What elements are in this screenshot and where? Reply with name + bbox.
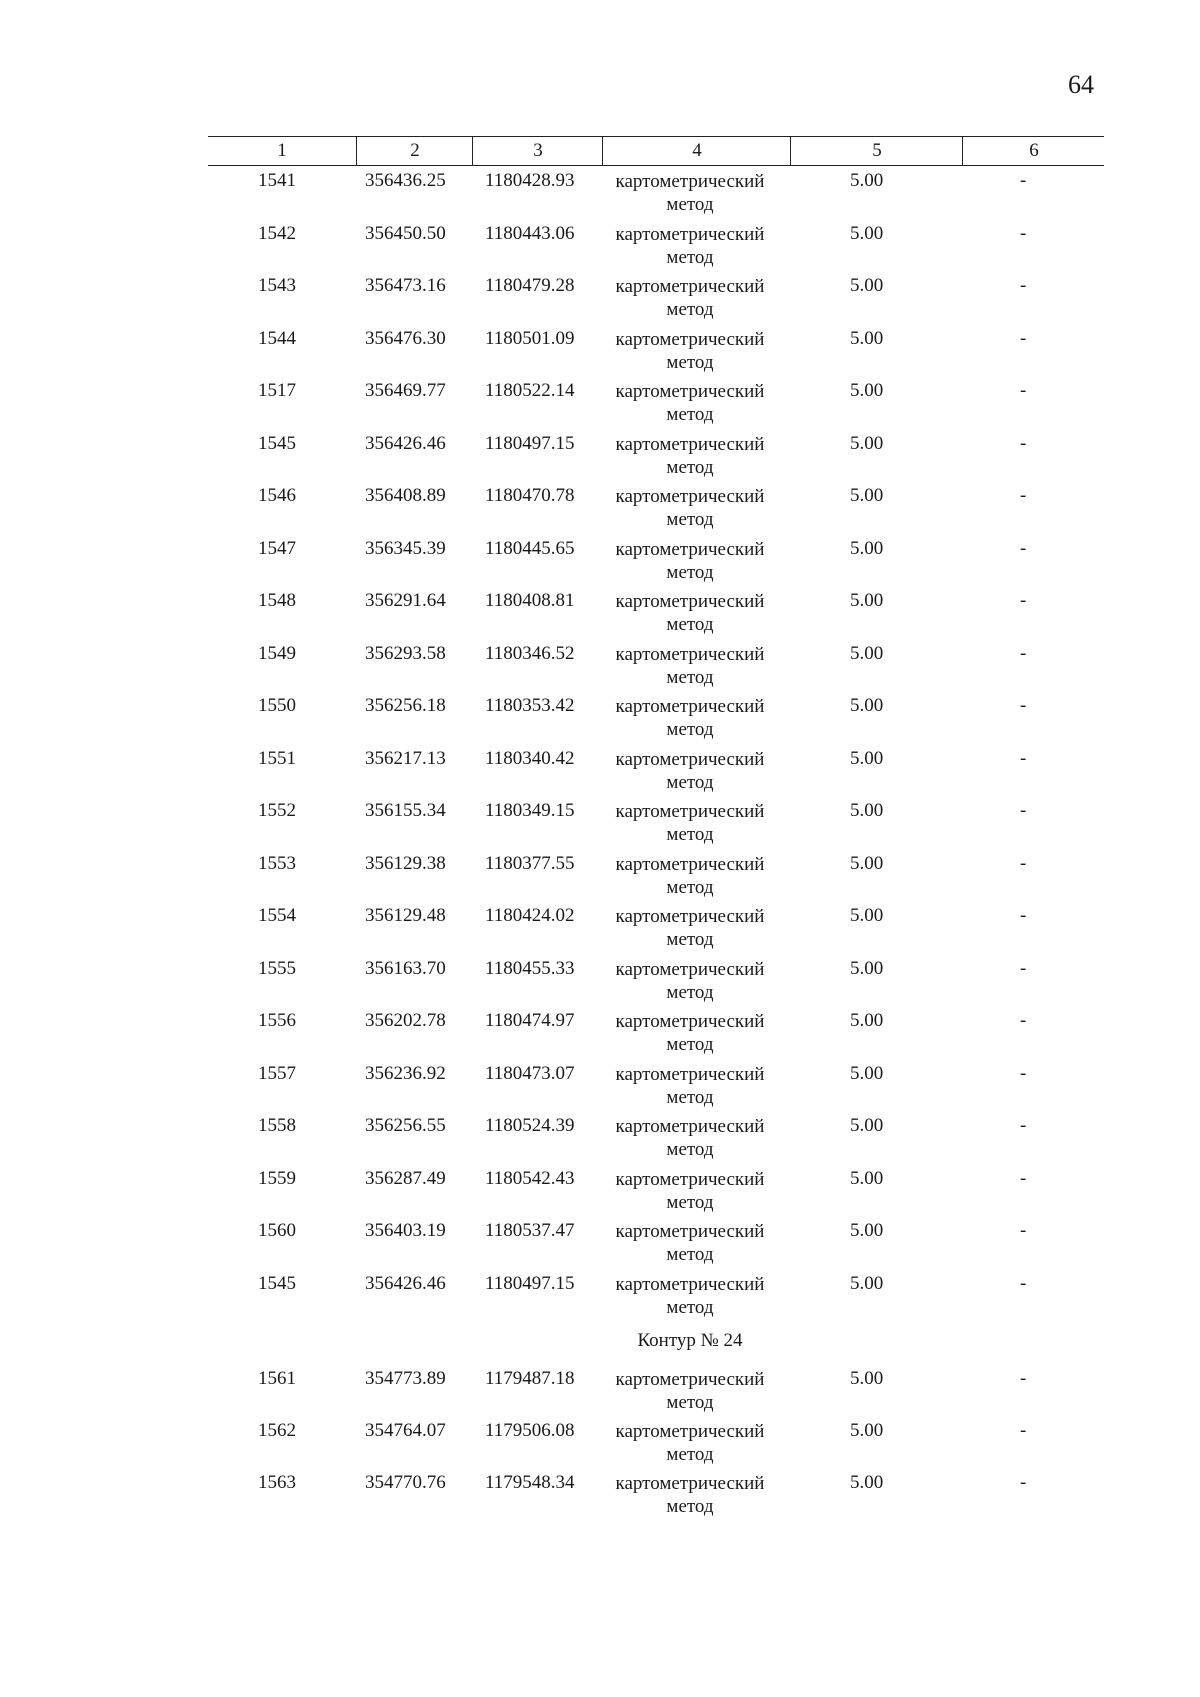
cell-c4: картометрический метод [615,801,765,845]
cell-c4: картометрический метод [615,644,765,688]
cell-c2: 356345.39 [365,538,446,559]
cell-c5: 5.00 [850,1273,884,1294]
cell-c1: 1543 [258,275,296,296]
cell-c5: 5.00 [850,800,884,821]
cell-c5: 5.00 [850,170,884,191]
cell-c6: - [1020,695,1027,716]
cell-c6: - [1020,1220,1027,1241]
table-row [0,1368,1200,1420]
cell-c3: 1180424.02 [485,905,575,926]
cell-c6: - [1020,275,1027,296]
table-row [0,695,1200,747]
cell-c1: 1554 [258,905,296,926]
column-header: 6 [962,137,1105,165]
cell-c3: 1180346.52 [485,643,575,664]
cell-c5: 5.00 [850,1063,884,1084]
cell-c4: картометрический метод [615,906,765,950]
cell-c6: - [1020,853,1027,874]
cell-c2: 356476.30 [365,328,446,349]
section-title: Контур № 24 [637,1330,743,1351]
cell-c4: картометрический метод [615,1064,765,1108]
cell-c1: 1517 [258,380,296,401]
cell-c5: 5.00 [850,380,884,401]
table-row [0,643,1200,695]
cell-c2: 356256.55 [365,1115,446,1136]
cell-c3: 1180340.42 [485,748,575,769]
table-row [0,800,1200,852]
cell-c2: 356403.19 [365,1220,446,1241]
cell-c1: 1559 [258,1168,296,1189]
cell-c2: 356217.13 [365,748,446,769]
cell-c5: 5.00 [850,1168,884,1189]
cell-c2: 356473.16 [365,275,446,296]
cell-c2: 356155.34 [365,800,446,821]
cell-c6: - [1020,905,1027,926]
cell-c3: 1180443.06 [485,223,575,244]
cell-c3: 1180408.81 [485,590,575,611]
cell-c5: 5.00 [850,695,884,716]
table-row [0,958,1200,1010]
table-row [0,380,1200,432]
cell-c4: картометрический метод [615,381,765,425]
cell-c6: - [1020,958,1027,979]
cell-c2: 356202.78 [365,1010,446,1031]
cell-c4: картометрический метод [615,1011,765,1055]
cell-c1: 1558 [258,1115,296,1136]
cell-c2: 356287.49 [365,1168,446,1189]
cell-c4: картометрический метод [615,434,765,478]
cell-c2: 356129.48 [365,905,446,926]
cell-c2: 356291.64 [365,590,446,611]
cell-c1: 1562 [258,1420,296,1441]
table-row [0,1420,1200,1472]
cell-c5: 5.00 [850,905,884,926]
cell-c3: 1179506.08 [485,1420,575,1441]
cell-c2: 356129.38 [365,853,446,874]
table-row [0,433,1200,485]
column-header: 5 [790,137,963,165]
cell-c4: картометрический метод [615,1473,765,1517]
cell-c4: картометрический метод [615,539,765,583]
cell-c6: - [1020,538,1027,559]
cell-c4: картометрический метод [615,171,765,215]
cell-c3: 1180445.65 [485,538,575,559]
cell-c3: 1180377.55 [485,853,575,874]
cell-c5: 5.00 [850,275,884,296]
cell-c1: 1545 [258,1273,296,1294]
cell-c6: - [1020,1472,1027,1493]
table-row [0,1220,1200,1272]
cell-c3: 1180497.15 [485,433,575,454]
cell-c2: 356256.18 [365,695,446,716]
cell-c3: 1180349.15 [485,800,575,821]
cell-c5: 5.00 [850,590,884,611]
cell-c3: 1180474.97 [485,1010,575,1031]
column-header: 4 [602,137,791,165]
table-row [0,1168,1200,1220]
cell-c4: картометрический метод [615,591,765,635]
cell-c4: картометрический метод [615,224,765,268]
cell-c2: 356426.46 [365,433,446,454]
cell-c1: 1551 [258,748,296,769]
cell-c3: 1179548.34 [485,1472,575,1493]
cell-c6: - [1020,1168,1027,1189]
cell-c1: 1550 [258,695,296,716]
cell-c3: 1180479.28 [485,275,575,296]
cell-c6: - [1020,1010,1027,1031]
cell-c3: 1180542.43 [485,1168,575,1189]
cell-c5: 5.00 [850,1368,884,1389]
table-row [0,905,1200,957]
cell-c4: картометрический метод [615,276,765,320]
cell-c6: - [1020,1273,1027,1294]
cell-c1: 1542 [258,223,296,244]
cell-c6: - [1020,170,1027,191]
cell-c6: - [1020,1063,1027,1084]
cell-c6: - [1020,643,1027,664]
cell-c1: 1549 [258,643,296,664]
page-number: 64 [1068,70,1094,99]
cell-c1: 1547 [258,538,296,559]
cell-c2: 354770.76 [365,1472,446,1493]
cell-c6: - [1020,485,1027,506]
table-row [0,853,1200,905]
cell-c1: 1560 [258,1220,296,1241]
cell-c4: картометрический метод [615,486,765,530]
cell-c1: 1545 [258,433,296,454]
cell-c5: 5.00 [850,748,884,769]
cell-c2: 356426.46 [365,1273,446,1294]
cell-c1: 1557 [258,1063,296,1084]
cell-c2: 356408.89 [365,485,446,506]
table-header [208,136,1104,166]
cell-c4: картометрический метод [615,1221,765,1265]
column-header: 1 [277,140,287,161]
cell-c1: 1561 [258,1368,296,1389]
cell-c5: 5.00 [850,223,884,244]
cell-c5: 5.00 [850,1010,884,1031]
cell-c5: 5.00 [850,1220,884,1241]
cell-c6: - [1020,1368,1027,1389]
cell-c2: 354773.89 [365,1368,446,1389]
cell-c6: - [1020,223,1027,244]
cell-c4: картометрический метод [615,959,765,1003]
cell-c2: 354764.07 [365,1420,446,1441]
cell-c2: 356163.70 [365,958,446,979]
cell-c5: 5.00 [850,1420,884,1441]
table-row [0,328,1200,380]
cell-c4: картометрический метод [615,854,765,898]
cell-c4: картометрический метод [615,1369,765,1413]
cell-c6: - [1020,380,1027,401]
cell-c3: 1180428.93 [485,170,575,191]
cell-c5: 5.00 [850,1115,884,1136]
table-row [0,1115,1200,1167]
cell-c3: 1180470.78 [485,485,575,506]
cell-c3: 1180524.39 [485,1115,575,1136]
cell-c3: 1180473.07 [485,1063,575,1084]
cell-c1: 1563 [258,1472,296,1493]
cell-c4: картометрический метод [615,329,765,373]
cell-c6: - [1020,590,1027,611]
cell-c3: 1180501.09 [485,328,575,349]
cell-c4: картометрический метод [615,1169,765,1213]
cell-c5: 5.00 [850,958,884,979]
cell-c6: - [1020,1115,1027,1136]
cell-c6: - [1020,328,1027,349]
cell-c2: 356450.50 [365,223,446,244]
table-row [0,748,1200,800]
cell-c3: 1180537.47 [485,1220,575,1241]
cell-c5: 5.00 [850,1472,884,1493]
cell-c1: 1553 [258,853,296,874]
cell-c5: 5.00 [850,853,884,874]
cell-c5: 5.00 [850,328,884,349]
cell-c5: 5.00 [850,643,884,664]
cell-c1: 1544 [258,328,296,349]
table-row [0,1472,1200,1524]
cell-c6: - [1020,433,1027,454]
cell-c5: 5.00 [850,433,884,454]
cell-c1: 1555 [258,958,296,979]
cell-c6: - [1020,800,1027,821]
cell-c5: 5.00 [850,538,884,559]
cell-c3: 1180353.42 [485,695,575,716]
cell-c2: 356469.77 [365,380,446,401]
cell-c6: - [1020,1420,1027,1441]
cell-c4: картометрический метод [615,696,765,740]
table-row [0,590,1200,642]
table-row [0,170,1200,222]
cell-c1: 1548 [258,590,296,611]
cell-c4: картометрический метод [615,1274,765,1318]
column-header: 3 [472,137,603,165]
cell-c6: - [1020,748,1027,769]
cell-c2: 356436.25 [365,170,446,191]
cell-c1: 1546 [258,485,296,506]
table-row [0,275,1200,327]
cell-c3: 1180455.33 [485,958,575,979]
table-row [0,1273,1200,1325]
table-row [0,1010,1200,1062]
cell-c3: 1179487.18 [485,1368,575,1389]
cell-c3: 1180522.14 [485,380,575,401]
cell-c4: картометрический метод [615,749,765,793]
cell-c4: картометрический метод [615,1116,765,1160]
table-row [0,1063,1200,1115]
cell-c1: 1552 [258,800,296,821]
cell-c3: 1180497.15 [485,1273,575,1294]
cell-c2: 356236.92 [365,1063,446,1084]
table-row [0,485,1200,537]
column-header: 2 [356,137,473,165]
table-row [0,538,1200,590]
cell-c4: картометрический метод [615,1421,765,1465]
table-row [0,223,1200,275]
cell-c1: 1556 [258,1010,296,1031]
cell-c1: 1541 [258,170,296,191]
cell-c5: 5.00 [850,485,884,506]
cell-c2: 356293.58 [365,643,446,664]
